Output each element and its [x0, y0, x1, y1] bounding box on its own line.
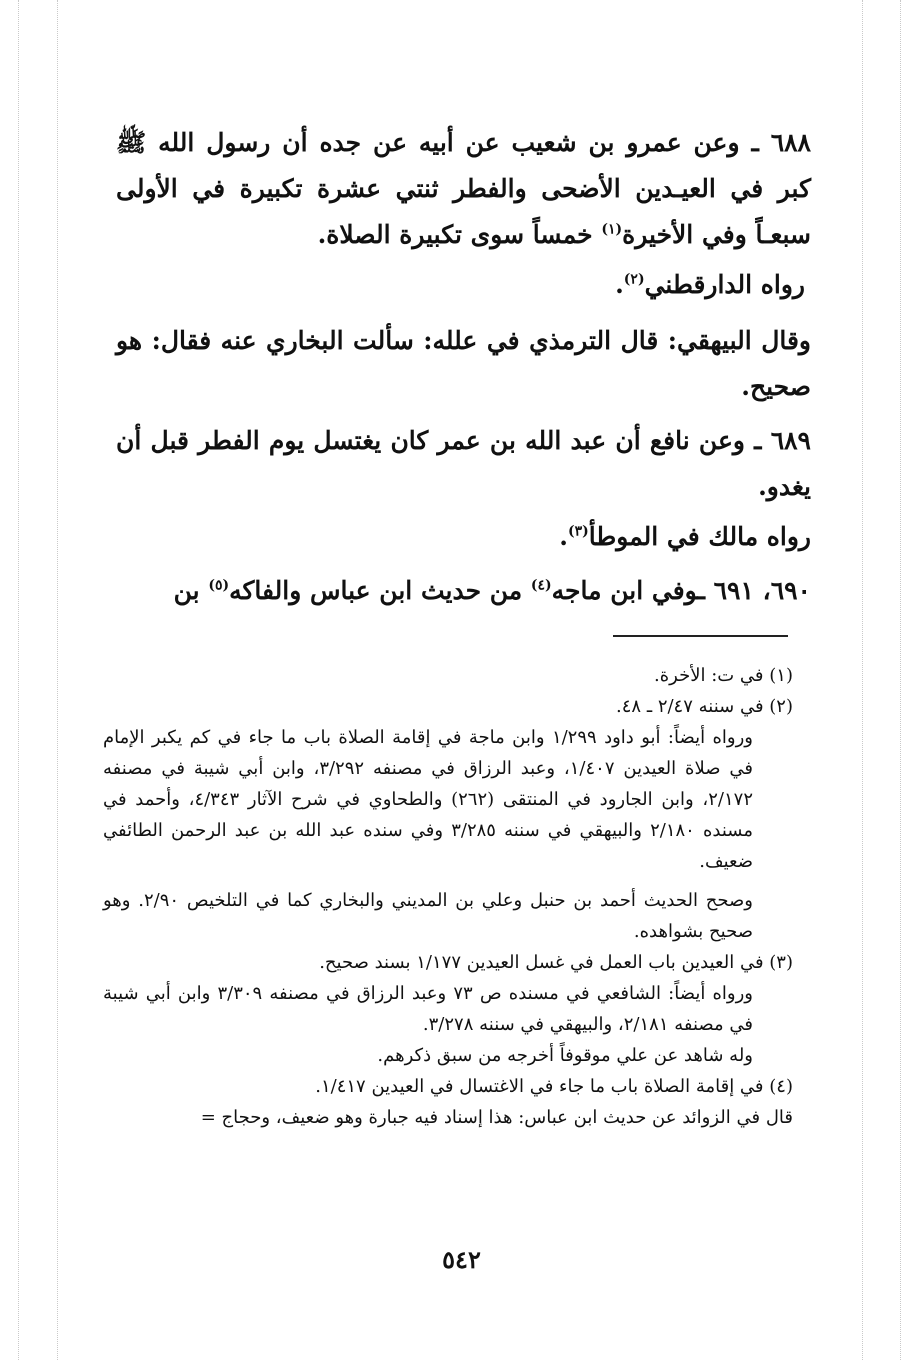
punctuation: . [615, 270, 624, 299]
hadith-text: بن [173, 576, 200, 605]
hadith-689 [116, 418, 811, 510]
statement-text: وقال البيهقي: قال الترمذي في علله: سألت البخاري عنه فقال: هو صحيح. [116, 326, 811, 401]
footnote-ref[interactable]: (٢) [623, 271, 645, 288]
footnote-2-grading: وصحح الحديث أحمد بن حنبل وعلي بن المديني والبخاري كما في التلخيص ٢/٩٠. وهو صحيح بشواهده. [103, 890, 753, 942]
hadith-text: وعن نافع أن عبد الله بن عمر كان يغتسل يوم الفطر قبل أن يغدو. [116, 426, 811, 501]
footnote-ref[interactable]: (١) [601, 221, 623, 238]
scan-artifact-line [18, 0, 19, 1360]
hadith-688 [116, 120, 811, 258]
footnote-4-detail: قال في الزوائد عن حديث ابن عباس: هذا إسناد فيه جبارة وهو ضعيف، وحجاج = [200, 1107, 793, 1128]
dash: ـ [739, 128, 759, 157]
bayhaqi-statement [116, 318, 811, 410]
hadith-text: وعن عمرو بن شعيب عن أبيه عن جده أن رسول الله ﷺ كبر في العيـدين الأضحى والفطر ثنتي عشرة تكبيرة في الأولى سبعـاً وفي الأخيرة [116, 128, 811, 249]
narration-688 [116, 262, 811, 308]
dash: ـ [697, 576, 705, 605]
footnote-ref[interactable]: (٥) [208, 577, 230, 594]
hadith-text: من حديث ابن عباس والفاكه [229, 576, 523, 605]
footnote-3-witness: وله شاهد عن علي موقوفاً أخرجه من سبق ذكرهم. [377, 1045, 753, 1066]
narration-text: رواه الدارقطني [644, 270, 805, 299]
footnote-separator [613, 635, 788, 637]
narration-text: رواه مالك في الموطأ [588, 522, 811, 551]
hadith-text: وفي ابن ماجه [551, 576, 698, 605]
footnote-3: (٣) في العيدين باب العمل في غسل العيدين ١/١٧٧ بسند صحيح. [319, 952, 793, 973]
footnote-2-detail: ورواه أيضاً: أبو داود ١/٢٩٩ وابن ماجة في إقامة الصلاة باب ما جاء في كم يكبر الإمام في صلاة العيدين ١/٤٠٧، وعبد الرزاق في مصنفه ٣/٢٩٢، وابن أبي شيبة في مصنفه ٢/١٧٢، وابن الجارود في المنتقى (٢٦٢) والطحاوي في شرح الآثار ٤/٣٤٣، وأحمد في مسنده ٢/١٨٠ والبيهقي في سننه ٣/٢٨٥ وفي سنده عبد الله بن عبد الرحمن الطائفي ضعيف. [103, 727, 753, 872]
footnote-1: (١) في ت: الأخرة. [654, 665, 793, 686]
narration-689 [116, 514, 811, 560]
footnote-4: (٤) في إقامة الصلاة باب ما جاء في الاغتسال في العيدين ١/٤١٧. [315, 1076, 793, 1097]
footnote-ref[interactable]: (٤) [530, 577, 552, 594]
footnote-3-detail: ورواه أيضاً: الشافعي في مسنده ص ٧٣ وعبد الرزاق في مصنفه ٣/٣٠٩ وابن أبي شيبة في مصنفه ٢/١٨١، والبيهقي في سننه ٣/٢٧٨. [103, 983, 753, 1035]
hadith-number: ٦٩٠، ٦٩١ [713, 576, 811, 605]
page-number: ٥٤٢ [442, 1245, 481, 1274]
hadith-text-end: خمساً سوى تكبيرة الصلاة. [317, 220, 593, 249]
footnotes [103, 660, 793, 1133]
dash: ـ [744, 426, 762, 455]
footnote-ref[interactable]: (٣) [567, 523, 589, 540]
hadith-number: ٦٨٩ [770, 426, 811, 455]
punctuation: . [559, 522, 568, 551]
scan-artifact-line [57, 0, 58, 1360]
hadith-number: ٦٨٨ [770, 128, 811, 157]
footnote-2: (٢) في سننه ٢/٤٧ ـ ٤٨. [616, 696, 793, 717]
scan-artifact-line [862, 0, 863, 1360]
hadith-690-691 [116, 568, 811, 614]
scan-artifact-line [900, 0, 901, 1360]
